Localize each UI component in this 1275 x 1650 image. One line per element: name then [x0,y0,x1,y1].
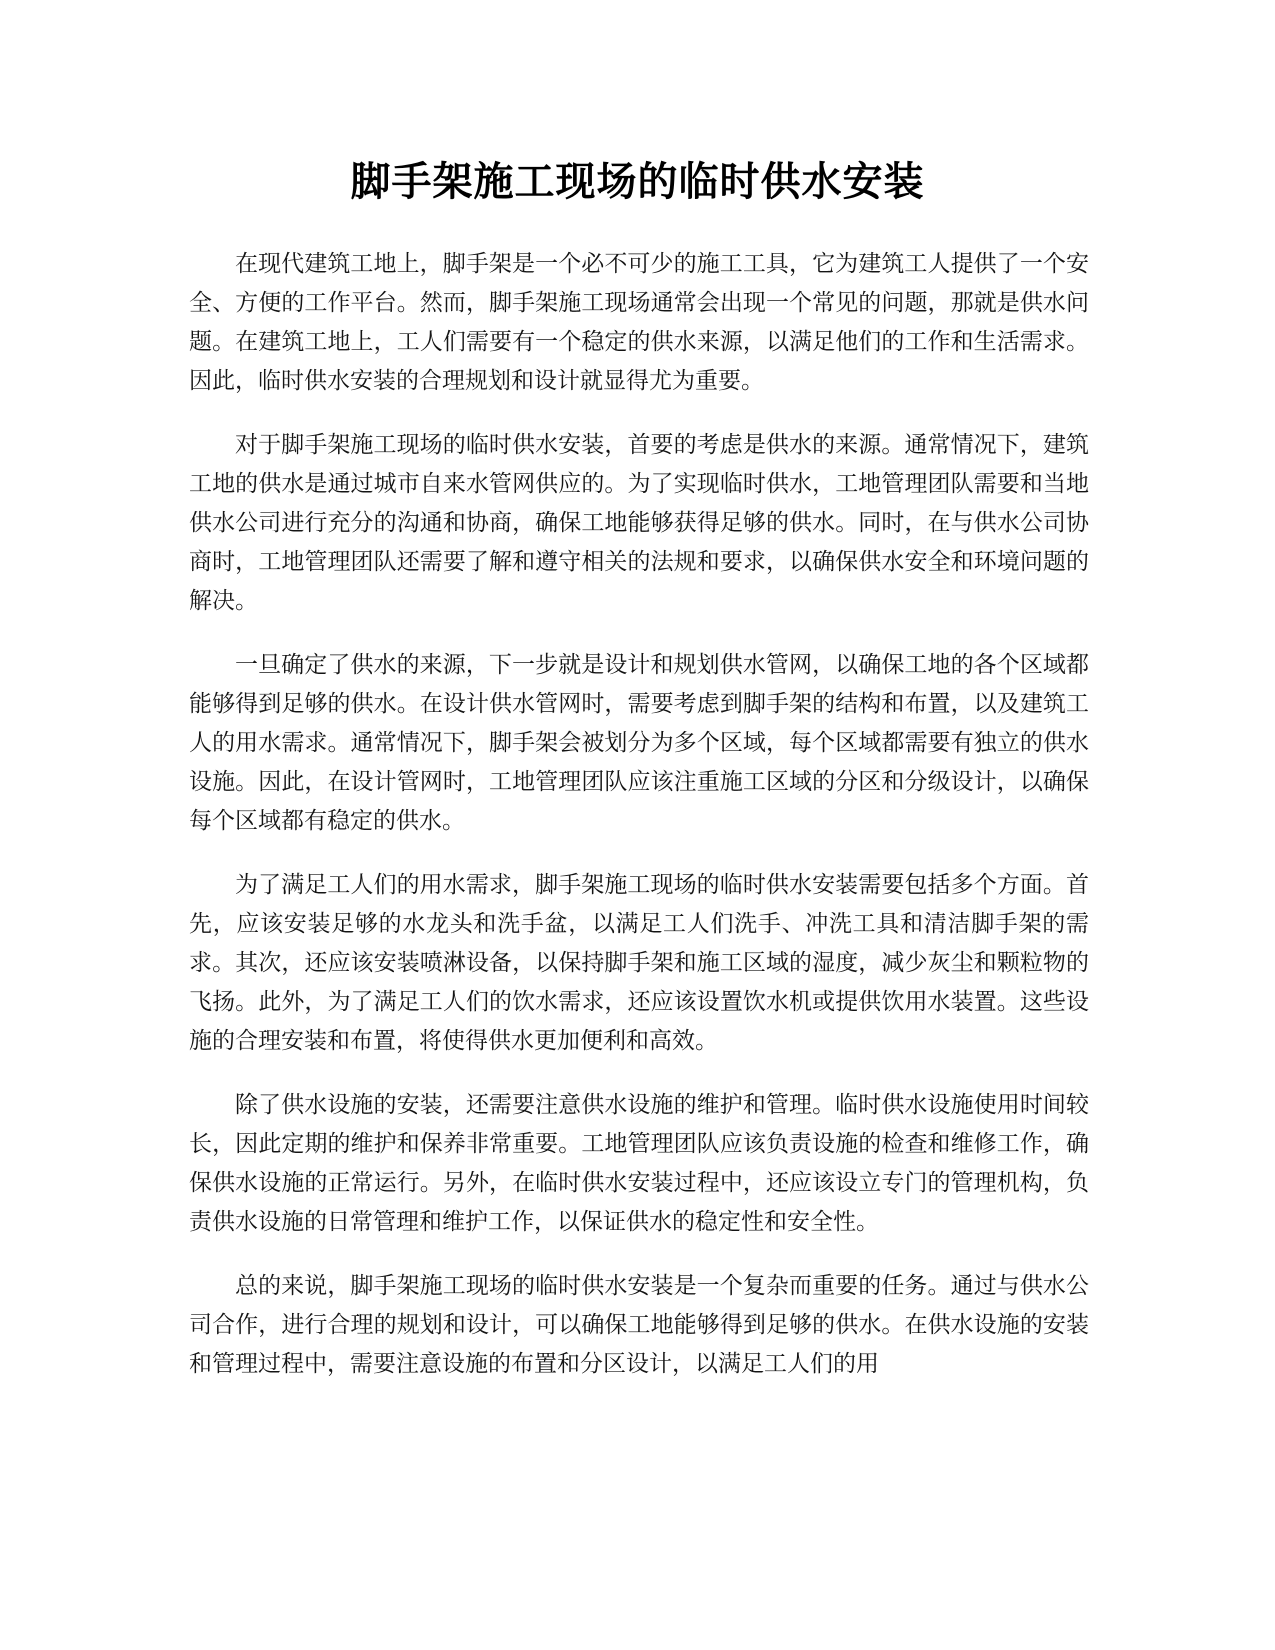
paragraph-4: 为了满足工人们的用水需求，脚手架施工现场的临时供水安装需要包括多个方面。首先，应该安装足够的水龙头和洗手盆，以满足工人们洗手、冲洗工具和清洁脚手架的需求。其次，还应该安装喷淋设备，以保持脚手架和施工区域的湿度，减少灰尘和颗粒物的飞扬。此外，为了满足工人们的饮水需求，还应该设置饮水机或提供饮用水装置。这些设施的合理安装和布置，将使得供水更加便利和高效。 [189,872,1089,1054]
document-title: 脚手架施工现场的临时供水安装 [350,159,925,205]
paragraph-1: 在现代建筑工地上，脚手架是一个必不可少的施工工具，它为建筑工人提供了一个安全、方便的工作平台。然而，脚手架施工现场通常会出现一个常见的问题，那就是供水问题。在建筑工地上，工人们需要有一个稳定的供水来源，以满足他们的工作和生活需求。因此，临时供水安装的合理规划和设计就显得尤为重要。 [189,251,1089,394]
document-body [189,245,1089,1409]
paragraph-3: 一旦确定了供水的来源，下一步就是设计和规划供水管网，以确保工地的各个区域都能够得到足够的供水。在设计供水管网时，需要考虑到脚手架的结构和布置，以及建筑工人的用水需求。通常情况下，脚手架会被划分为多个区域，每个区域都需要有独立的供水设施。因此，在设计管网时，工地管理团队应该注重施工区域的分区和分级设计，以确保每个区域都有稳定的供水。 [189,652,1089,834]
paragraph-6: 总的来说，脚手架施工现场的临时供水安装是一个复杂而重要的任务。通过与供水公司合作，进行合理的规划和设计，可以确保工地能够得到足够的供水。在供水设施的安装和管理过程中，需要注意设施的布置和分区设计，以满足工人们的用 [189,1273,1089,1377]
paragraph-2: 对于脚手架施工现场的临时供水安装，首要的考虑是供水的来源。通常情况下，建筑工地的供水是通过城市自来水管网供应的。为了实现临时供水，工地管理团队需要和当地供水公司进行充分的沟通和协商，确保工地能够获得足够的供水。同时，在与供水公司协商时，工地管理团队还需要了解和遵守相关的法规和要求，以确保供水安全和环境问题的解决。 [189,432,1089,614]
paragraph-5: 除了供水设施的安装，还需要注意供水设施的维护和管理。临时供水设施使用时间较长，因此定期的维护和保养非常重要。工地管理团队应该负责设施的检查和维修工作，确保供水设施的正常运行。另外，在临时供水安装过程中，还应该设立专门的管理机构，负责供水设施的日常管理和维护工作，以保证供水的稳定性和安全性。 [189,1092,1089,1235]
